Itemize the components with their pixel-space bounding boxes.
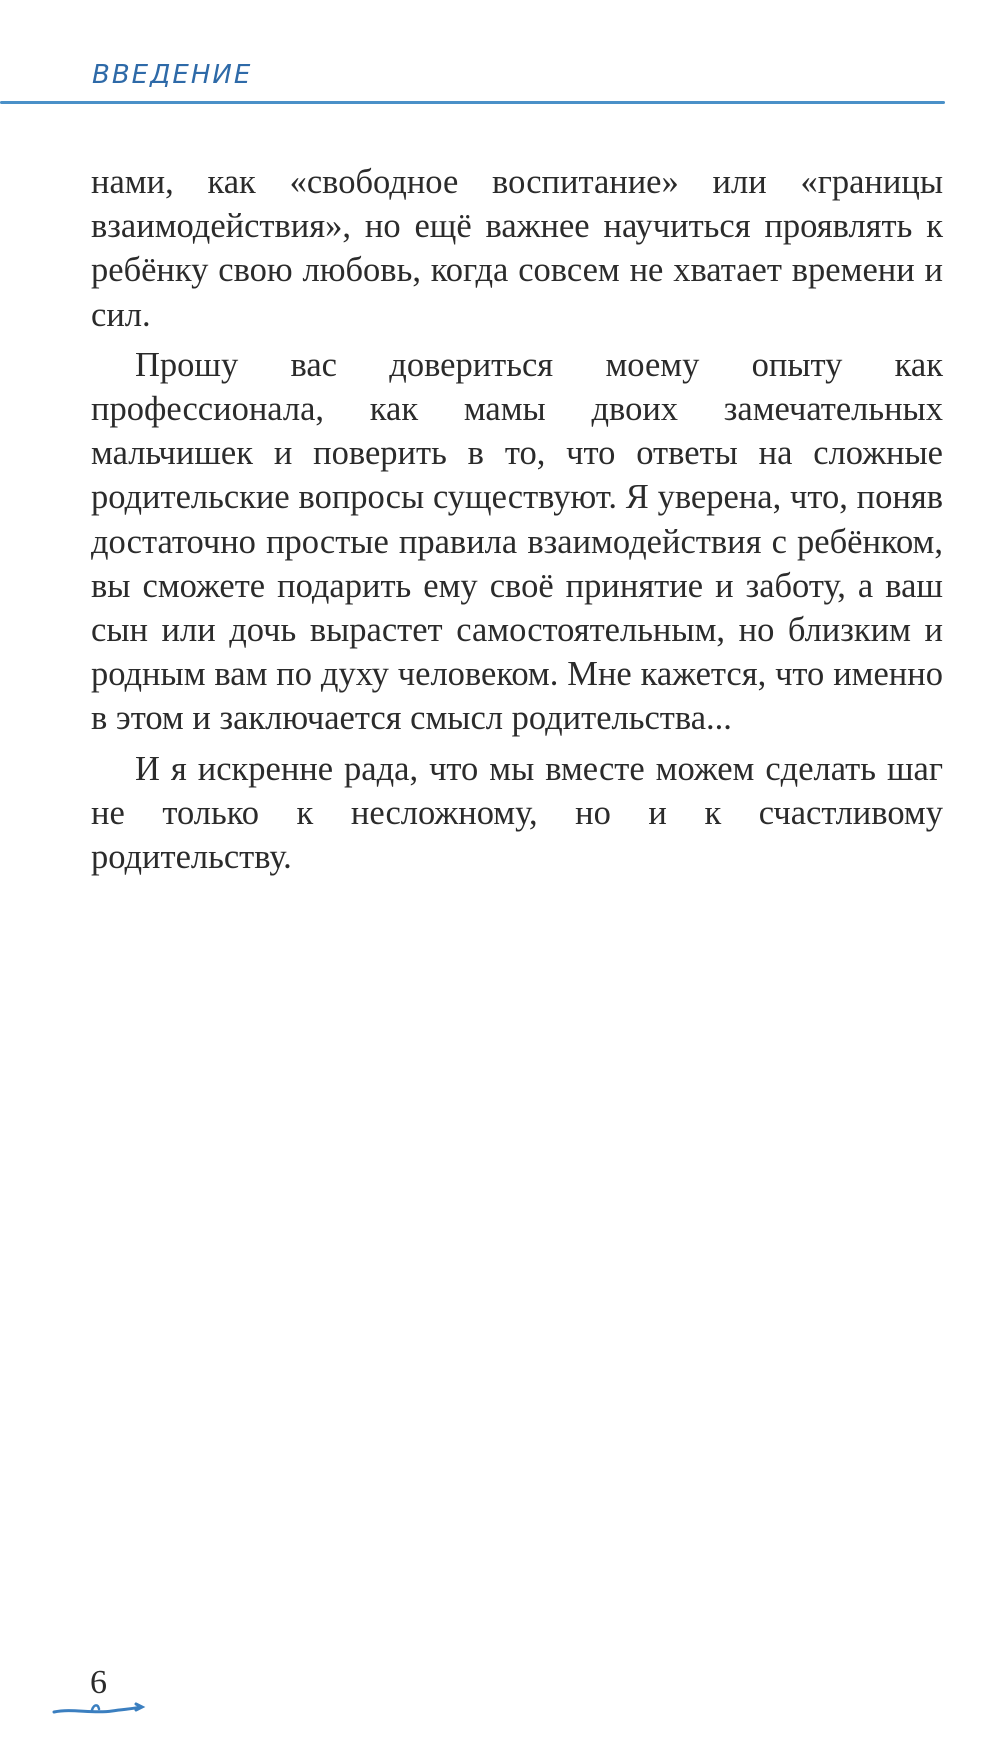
swash-underline-icon <box>52 1700 152 1718</box>
paragraph-2: Прошу вас довериться моему опыту как профессионала, как мамы двоих замечательных мальчишек и поверить в то, что ответы на сложные родительские вопросы существуют. Я уверена, что, поняв достаточно простые правила взаимодействия с ребёнком, вы сможете подарить ему своё принятие и заботу, а ваш сын или дочь вырастет самостоятельным, но близким и родным вам по духу человеком. Мне кажется, что именно в этом и заключается смысл родительства... <box>91 345 943 738</box>
body-text <box>91 160 943 879</box>
page-number: 6 <box>90 1664 107 1701</box>
header-rule <box>0 101 945 104</box>
paragraph-1: нами, как «свободное воспитание» или «границы взаимодействия», но ещё важнее научиться проявлять к ребёнку свою любовь, когда совсем не хватает времени и сил. <box>91 163 943 334</box>
running-head-title: ВВЕДЕНИЕ <box>92 60 253 90</box>
paragraph-3: И я искренне рада, что мы вместе можем сделать шаг не только к несложному, но и к счастливому родительству. <box>91 749 943 877</box>
